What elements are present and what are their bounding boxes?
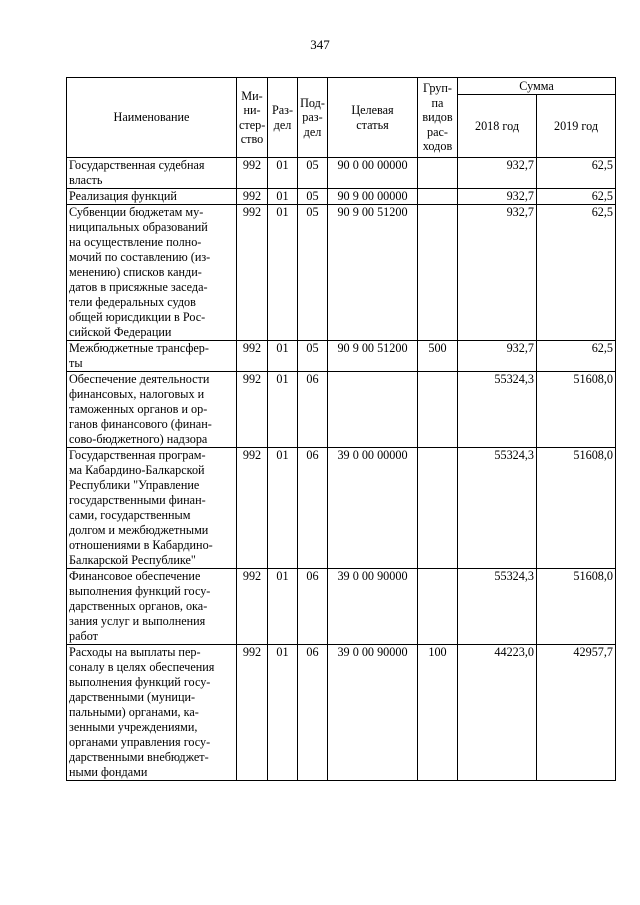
row-sum-2018: 932,7	[458, 189, 537, 205]
row-subsection: 05	[298, 341, 328, 372]
row-subsection: 06	[298, 372, 328, 448]
header-year-2019: 2019 год	[537, 95, 616, 158]
header-ministry: Ми- ни- стер- ство	[237, 78, 268, 158]
row-ministry: 992	[237, 645, 268, 781]
row-ministry: 992	[237, 341, 268, 372]
row-name: Реализация функций	[67, 189, 237, 205]
row-section: 01	[268, 372, 298, 448]
row-ministry: 992	[237, 569, 268, 645]
row-sum-2018: 44223,0	[458, 645, 537, 781]
row-name: Финансовое обеспечение выполнения функций госу- дарственных органов, ока- зания услуг и выполнения работ	[67, 569, 237, 645]
row-group	[418, 372, 458, 448]
row-subsection: 06	[298, 448, 328, 569]
row-target: 39 0 00 90000	[328, 645, 418, 781]
table-row	[67, 372, 616, 448]
row-sum-2018: 932,7	[458, 158, 537, 189]
row-group	[418, 569, 458, 645]
table-row	[67, 645, 616, 781]
row-sum-2019: 62,5	[537, 158, 616, 189]
row-subsection: 06	[298, 645, 328, 781]
row-sum-2019: 51608,0	[537, 569, 616, 645]
row-sum-2019: 51608,0	[537, 372, 616, 448]
row-name: Субвенции бюджетам му- ниципальных образований на осуществление полно- мочий по составлению (из- менению) списков канди- датов в присяжные заседа- тели федеральных судов общей юрисдикции в Рос- сийской Федерации	[67, 205, 237, 341]
row-sum-2018: 932,7	[458, 341, 537, 372]
row-section: 01	[268, 205, 298, 341]
row-group	[418, 158, 458, 189]
row-sum-2019: 62,5	[537, 341, 616, 372]
row-ministry: 992	[237, 372, 268, 448]
row-sum-2018: 55324,3	[458, 372, 537, 448]
row-target: 39 0 00 00000	[328, 448, 418, 569]
row-section: 01	[268, 189, 298, 205]
row-target: 90 9 00 00000	[328, 189, 418, 205]
row-sum-2019: 51608,0	[537, 448, 616, 569]
row-section: 01	[268, 158, 298, 189]
header-name: Наименование	[67, 78, 237, 158]
row-subsection: 05	[298, 189, 328, 205]
table-row	[67, 158, 616, 189]
budget-table	[66, 77, 616, 781]
table-row	[67, 341, 616, 372]
row-name: Государственная програм- ма Кабардино-Балкарской Республики "Управление государственными финан- сами, государственным долгом и межбюджетными отношениями в Кабардино- Балкарской Республике"	[67, 448, 237, 569]
header-year-2018: 2018 год	[458, 95, 537, 158]
header-sum: Сумма	[458, 78, 616, 95]
table-row	[67, 569, 616, 645]
row-section: 01	[268, 341, 298, 372]
table-body	[67, 158, 616, 781]
row-group: 500	[418, 341, 458, 372]
row-group	[418, 448, 458, 569]
page-number: 347	[310, 37, 330, 52]
row-name: Расходы на выплаты пер- соналу в целях обеспечения выполнения функций госу- дарственными (муници- пальными) органами, ка- зенными учреждениями, органами управления госу- дарственными внебюджет- ными фондами	[67, 645, 237, 781]
table-row	[67, 448, 616, 569]
header-section: Раз- дел	[268, 78, 298, 158]
row-ministry: 992	[237, 158, 268, 189]
row-target: 39 0 00 90000	[328, 569, 418, 645]
row-section: 01	[268, 645, 298, 781]
row-sum-2018: 932,7	[458, 205, 537, 341]
header-group: Груп- па видов рас- ходов	[418, 78, 458, 158]
row-target: 90 9 00 51200	[328, 205, 418, 341]
table-row	[67, 205, 616, 341]
row-subsection: 05	[298, 158, 328, 189]
row-target	[328, 372, 418, 448]
row-section: 01	[268, 448, 298, 569]
row-name: Обеспечение деятельности финансовых, налоговых и таможенных органов и ор- ганов финансового (финан- сово-бюджетного) надзора	[67, 372, 237, 448]
row-group	[418, 189, 458, 205]
row-ministry: 992	[237, 448, 268, 569]
row-section: 01	[268, 569, 298, 645]
row-sum-2019: 42957,7	[537, 645, 616, 781]
table-row	[67, 189, 616, 205]
row-sum-2019: 62,5	[537, 189, 616, 205]
row-name: Межбюджетные трансфер- ты	[67, 341, 237, 372]
row-target: 90 0 00 00000	[328, 158, 418, 189]
row-sum-2019: 62,5	[537, 205, 616, 341]
row-subsection: 06	[298, 569, 328, 645]
header-target: Целевая статья	[328, 78, 418, 158]
row-subsection: 05	[298, 205, 328, 341]
row-name: Государственная судебная власть	[67, 158, 237, 189]
row-sum-2018: 55324,3	[458, 569, 537, 645]
row-sum-2018: 55324,3	[458, 448, 537, 569]
row-target: 90 9 00 51200	[328, 341, 418, 372]
row-group: 100	[418, 645, 458, 781]
row-group	[418, 205, 458, 341]
row-ministry: 992	[237, 189, 268, 205]
row-ministry: 992	[237, 205, 268, 341]
header-subsection: Под- раз- дел	[298, 78, 328, 158]
